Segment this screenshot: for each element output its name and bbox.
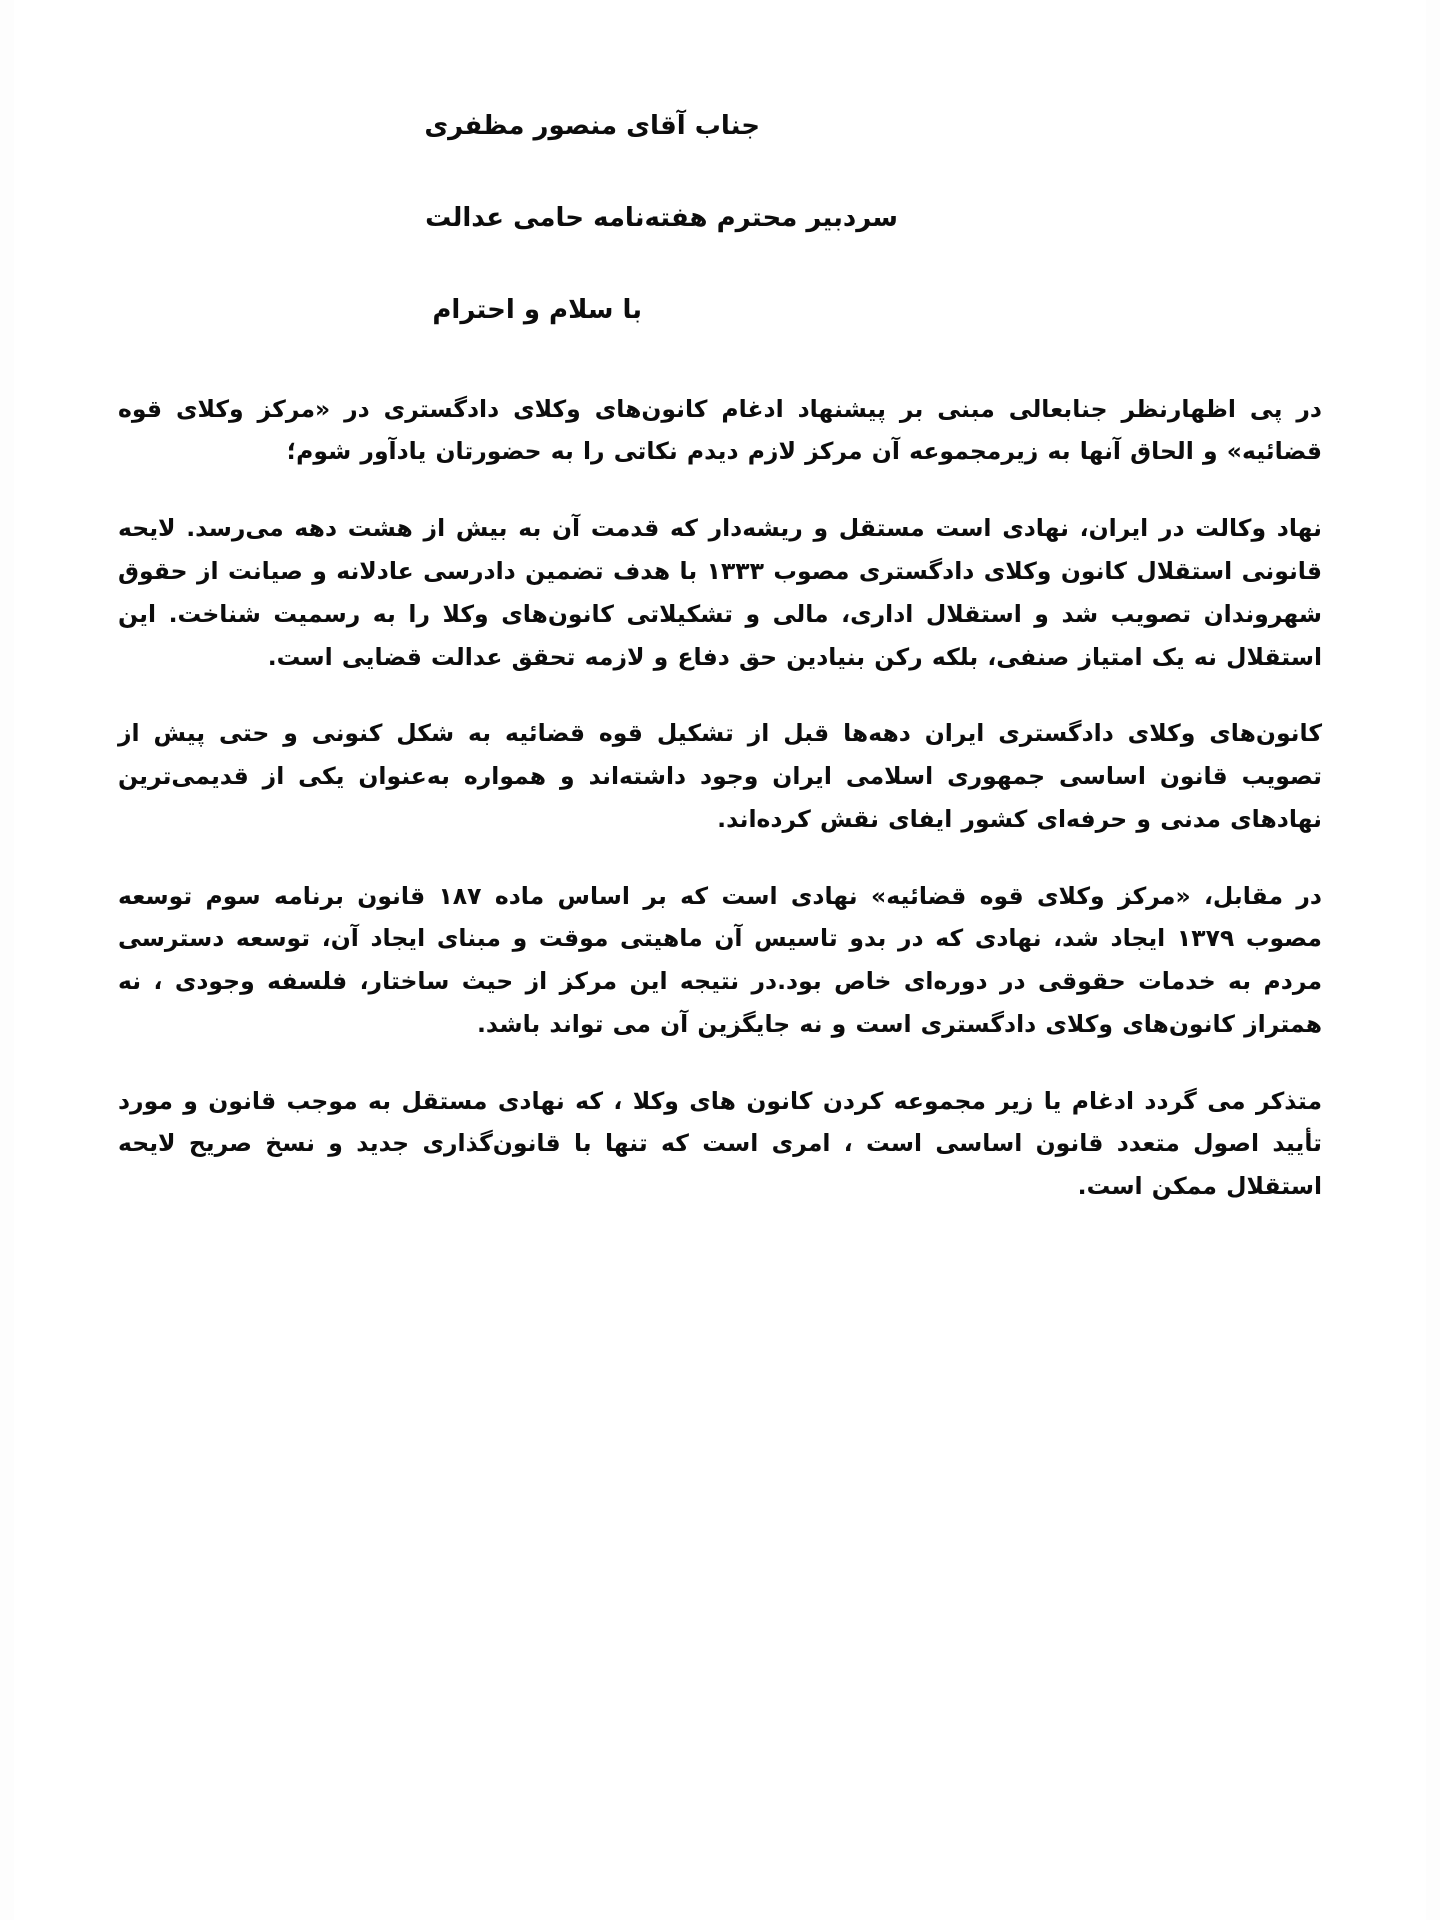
page-edge-left	[0, 0, 14, 1920]
letter-paragraphs	[118, 388, 1322, 1208]
salutation-block	[118, 0, 1322, 326]
recipient-name: جناب آقای منصور مظفری	[424, 111, 760, 141]
paragraph-1: در پی اظهارنظر جنابعالی مبنی بر پیشنهاد ادغام کانون‌های وکلای دادگستری در «مرکز وکلای قوه قضائیه» و الحاق آنها به زیرمجموعه آن مرکز لازم دیدم نکاتی را به حضورتان یادآور شوم؛	[118, 394, 1322, 466]
paragraph-4: در مقابل، «مرکز وکلای قوه قضائیه» نهادی است که بر اساس ماده ۱۸۷ قانون برنامه سوم توسعه مصوب ۱۳۷۹ ایجاد شد، نهادی که در بدو تاسیس آن ماهیتی موقت و مبنای ایجاد آن، توسعه دسترسی مردم به خدمات حقوقی در دوره‌ای خاص بود.در نتیجه این مرکز از حیث ساختار، فلسفه وجودی ، نه همتراز کانون‌های وکلای دادگستری است و نه جایگزین آن می تواند باشد.	[118, 881, 1322, 1038]
greeting: با سلام و احترام	[432, 294, 642, 325]
paragraph-2: نهاد وکالت در ایران، نهادی است مستقل و ریشه‌دار که قدمت آن به بیش از هشت دهه می‌رسد. لایحه قانونی استقلال کانون وکلای دادگستری مصوب ۱۳۳۳ با هدف تضمین دادرسی عادلانه و صیانت از حقوق شهروندان تصویب شد و استقلال اداری، مالی و تشکیلاتی کانون‌های وکلا را به رسمیت شناخت. این استقلال نه یک امتیاز صنفی، بلکه رکن بنیادین حق دفاع و لازمه تحقق عدالت قضایی است.	[118, 514, 1322, 671]
page-edge-right	[1426, 0, 1440, 1920]
paragraph-3: کانون‌های وکلای دادگستری ایران دهه‌ها قبل از تشکیل قوه قضائیه به شکل کنونی و حتی پیش از تصویب قانون اساسی جمهوری اسلامی ایران وجود داشته‌اند و همواره به‌عنوان یکی از قدیمی‌ترین نهادهای مدنی و حرفه‌ای کشور ایفای نقش کرده‌اند.	[118, 719, 1322, 833]
paragraph-5: متذکر می گردد ادغام یا زیر مجموعه کردن کانون های وکلا ، که نهادی مستقل به موجب قانون و مورد تأیید اصول متعدد قانون اساسی است ، امری است که تنها با قانون‌گذاری جدید و نسخ صریح لایحه استقلال ممکن است.	[118, 1086, 1322, 1201]
letter-content	[118, 0, 1322, 1208]
recipient-title: سردبیر محترم هفته‌نامه حامی عدالت	[425, 202, 898, 233]
